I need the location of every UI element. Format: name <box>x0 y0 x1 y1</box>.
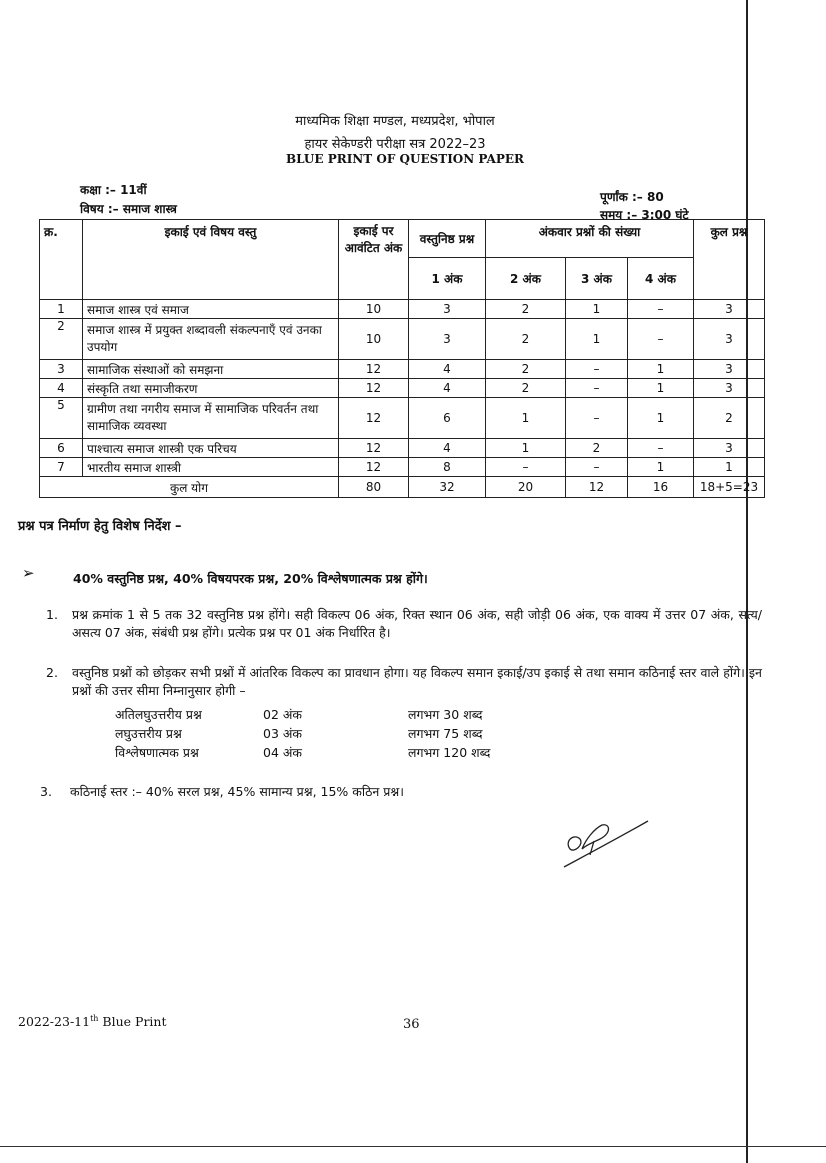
limit-type: लघुउत्तरीय प्रश्न <box>115 726 182 741</box>
point-2-number: 2. <box>46 665 58 680</box>
row-total: 3 <box>694 439 765 458</box>
total-label: कुल योग <box>40 477 339 498</box>
row-3-mark: 2 <box>566 439 628 458</box>
exam-title: हायर सेकेण्डरी परीक्षा सत्र 2022–23 <box>304 137 486 152</box>
row-2-mark: 2 <box>486 379 566 398</box>
header-total: कुल प्रश्न <box>694 220 765 300</box>
point-2-text: वस्तुनिष्ठ प्रश्नों को छोड़कर सभी प्रश्नों में आंतरिक विकल्प का प्रावधान होगा। यह विकल्प समान इकाई/उप इकाई से तथा समान कठिनाई स्तर वाले होंगे। इन प्रश्नों की उत्तर सीमा निम्नानुसार होगी – <box>72 665 762 698</box>
limit-type: विश्लेषणात्मक प्रश्न <box>115 745 199 760</box>
header-2-mark: 2 अंक <box>486 258 566 300</box>
total-3-mark: 12 <box>566 477 628 498</box>
footer-label <box>18 1014 167 1029</box>
question-distribution-note: 40% वस्तुनिष्ठ प्रश्न, 40% विषयपरक प्रश्न, 20% विश्लेषणात्मक प्रश्न होंगे। <box>73 571 428 586</box>
total-4-mark: 16 <box>628 477 694 498</box>
row-total: 3 <box>694 360 765 379</box>
page-number: 36 <box>403 1017 420 1032</box>
limit-words: लगभग 120 शब्द <box>408 745 491 760</box>
total-2-mark: 20 <box>486 477 566 498</box>
row-objective: 4 <box>409 360 486 379</box>
row-2-mark: 1 <box>486 439 566 458</box>
board-title: माध्यमिक शिक्षा मण्डल, मध्यप्रदेश, भोपाल <box>295 114 495 129</box>
table-row <box>40 319 765 360</box>
row-total: 2 <box>694 398 765 439</box>
row-3-mark: – <box>566 360 628 379</box>
header-objective: वस्तुनिष्ठ प्रश्न <box>409 220 486 258</box>
point-3-number: 3. <box>40 784 52 799</box>
row-no: 5 <box>40 398 83 439</box>
table-row <box>40 379 765 398</box>
list-item <box>115 705 490 724</box>
row-unit: समाज शास्त्र में प्रयुक्त शब्दावली संकल्पनाएँ एवं उनका उपयोग <box>83 319 339 360</box>
row-unit: सामाजिक संस्थाओं को समझना <box>83 360 339 379</box>
row-4-mark: 1 <box>628 398 694 439</box>
header-sno: क्र. <box>40 220 83 300</box>
limit-marks: 02 अंक <box>263 707 303 722</box>
table-row <box>40 458 765 477</box>
row-objective: 3 <box>409 300 486 319</box>
point-3-text: कठिनाई स्तर :– 40% सरल प्रश्न, 45% सामान्य प्रश्न, 15% कठिन प्रश्न। <box>70 784 404 799</box>
blueprint-title: BLUE PRINT OF QUESTION PAPER <box>285 152 525 166</box>
row-no: 2 <box>40 319 83 360</box>
table-row <box>40 439 765 458</box>
row-3-mark: – <box>566 458 628 477</box>
row-total: 1 <box>694 458 765 477</box>
row-alloc: 12 <box>339 458 409 477</box>
row-4-mark: – <box>628 300 694 319</box>
row-4-mark: 1 <box>628 379 694 398</box>
row-2-mark: – <box>486 458 566 477</box>
total-questions: 18+5=23 <box>694 477 765 498</box>
footer-year: 2022-23-11 <box>18 1014 91 1030</box>
row-no: 6 <box>40 439 83 458</box>
row-4-mark: 1 <box>628 360 694 379</box>
row-3-mark: 1 <box>566 319 628 360</box>
max-marks-label: पूर्णांक :– 80 <box>600 190 664 204</box>
row-no: 4 <box>40 379 83 398</box>
row-alloc: 12 <box>339 439 409 458</box>
row-objective: 8 <box>409 458 486 477</box>
header-markwise: अंकवार प्रश्नों की संख्या <box>486 220 694 258</box>
header-3-mark: 3 अंक <box>566 258 628 300</box>
point-1-text: प्रश्न क्रमांक 1 से 5 तक 32 वस्तुनिष्ठ प्रश्न होंगे। सही विकल्प 06 अंक, रिक्त स्थान 06 अंक, सही जोड़ी 06 अंक, एक वाक्य में उत्तर 07 अंक, सत्य/असत्य 07 अंक, संबंधी प्रश्न होंगे। प्रत्येक प्रश्न पर 01 अंक निर्धारित है। <box>72 607 762 640</box>
row-2-mark: 1 <box>486 398 566 439</box>
row-no: 7 <box>40 458 83 477</box>
limit-words: लगभग 30 शब्द <box>408 707 483 722</box>
row-no: 3 <box>40 360 83 379</box>
row-total: 3 <box>694 300 765 319</box>
row-3-mark: – <box>566 379 628 398</box>
row-unit: ग्रामीण तथा नगरीय समाज में सामाजिक परिवर्तन तथा सामाजिक व्यवस्था <box>83 398 339 439</box>
table-total-row <box>40 477 765 498</box>
page-bottom-line <box>0 1146 826 1147</box>
class-label: कक्षा :– 11वीं <box>80 183 147 197</box>
arrow-bullet-icon: ➢ <box>22 564 35 582</box>
row-objective: 4 <box>409 379 486 398</box>
point-1-number: 1. <box>46 607 58 622</box>
blueprint-table <box>39 219 765 498</box>
row-3-mark: 1 <box>566 300 628 319</box>
footer-ordinal: th <box>90 1014 99 1023</box>
row-alloc: 10 <box>339 300 409 319</box>
row-alloc: 12 <box>339 360 409 379</box>
limit-marks: 04 अंक <box>263 745 303 760</box>
page-edge-line <box>746 0 748 1163</box>
table-row <box>40 360 765 379</box>
row-3-mark: – <box>566 398 628 439</box>
signature <box>560 815 655 870</box>
limit-type: अतिलघुउत्तरीय प्रश्न <box>115 707 202 722</box>
row-alloc: 10 <box>339 319 409 360</box>
row-unit: समाज शास्त्र एवं समाज <box>83 300 339 319</box>
time-label: समय :– 3:00 घंटे <box>600 208 689 222</box>
limit-words: लगभग 75 शब्द <box>408 726 483 741</box>
row-objective: 3 <box>409 319 486 360</box>
row-unit: पाश्चात्य समाज शास्त्री एक परिचय <box>83 439 339 458</box>
row-4-mark: 1 <box>628 458 694 477</box>
row-total: 3 <box>694 379 765 398</box>
list-item <box>115 743 490 762</box>
row-objective: 4 <box>409 439 486 458</box>
row-2-mark: 2 <box>486 360 566 379</box>
table-row <box>40 398 765 439</box>
subject-label: विषय :– समाज शास्त्र <box>80 202 177 216</box>
total-alloc: 80 <box>339 477 409 498</box>
header-1-mark: 1 अंक <box>409 258 486 300</box>
row-alloc: 12 <box>339 379 409 398</box>
header-allocated-marks: इकाई पर आवंटित अंक <box>339 220 409 300</box>
row-unit: संस्कृति तथा समाजीकरण <box>83 379 339 398</box>
list-item <box>115 724 490 743</box>
footer-title: Blue Print <box>98 1014 167 1030</box>
instructions-heading: प्रश्न पत्र निर्माण हेतु विशेष निर्देश – <box>18 519 182 534</box>
limit-marks: 03 अंक <box>263 726 303 741</box>
row-2-mark: 2 <box>486 319 566 360</box>
row-no: 1 <box>40 300 83 319</box>
table-row <box>40 300 765 319</box>
word-limit-table <box>115 705 490 762</box>
row-unit: भारतीय समाज शास्त्री <box>83 458 339 477</box>
total-objective: 32 <box>409 477 486 498</box>
header-4-mark: 4 अंक <box>628 258 694 300</box>
row-2-mark: 2 <box>486 300 566 319</box>
row-4-mark: – <box>628 439 694 458</box>
row-alloc: 12 <box>339 398 409 439</box>
row-objective: 6 <box>409 398 486 439</box>
row-total: 3 <box>694 319 765 360</box>
header-unit: इकाई एवं विषय वस्तु <box>83 220 339 300</box>
row-4-mark: – <box>628 319 694 360</box>
